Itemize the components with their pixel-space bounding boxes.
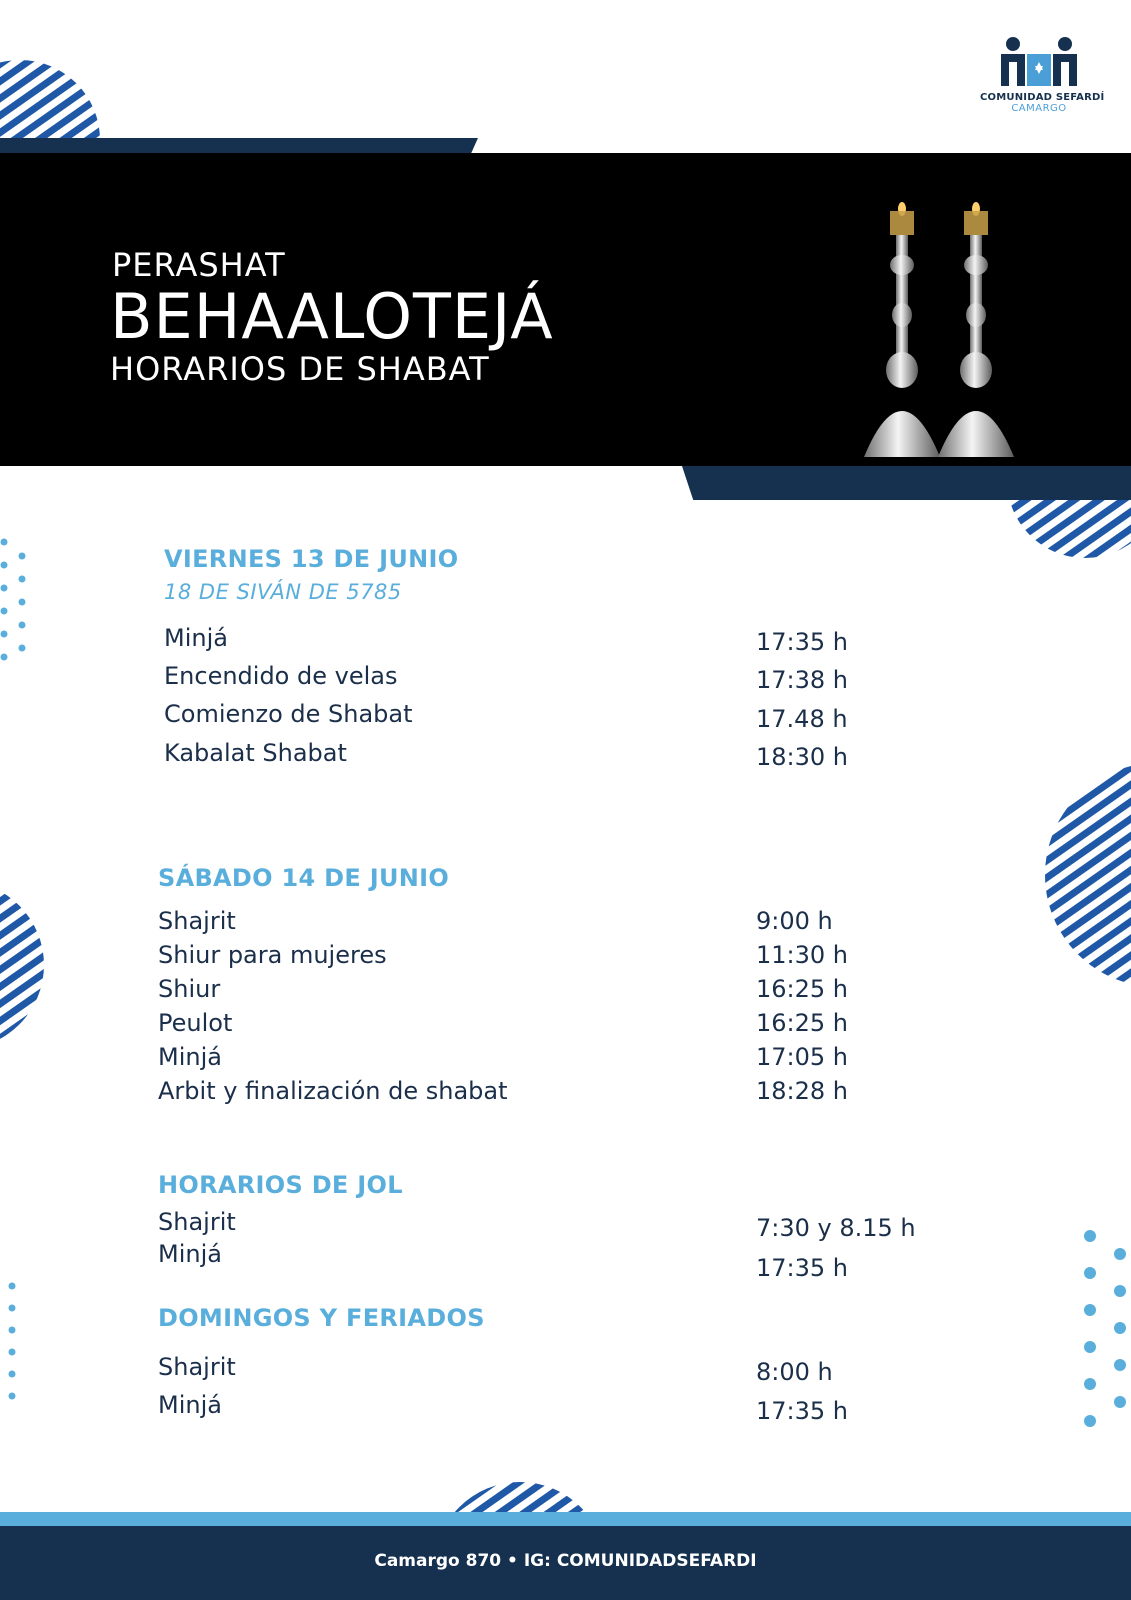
candlestick-right bbox=[938, 202, 1014, 457]
schedule-label: Shajrit bbox=[158, 1353, 236, 1381]
schedule-time: 16:25 h bbox=[756, 1009, 849, 1037]
header-title: BEHAALOTEJÁ bbox=[110, 280, 554, 353]
logo-name: COMUNIDAD SEFARDÍ bbox=[980, 92, 1105, 103]
schedule-time: 9:00 h bbox=[756, 907, 833, 935]
section-heading-viernes: VIERNES 13 DE JUNIO bbox=[164, 545, 459, 573]
schedule-label: Minjá bbox=[158, 1391, 222, 1419]
schedule-time: 7:30 y 8.15 h bbox=[756, 1214, 916, 1242]
schedule-time: 16:25 h bbox=[756, 975, 849, 1003]
dots-decoration-left-bottom bbox=[6, 1282, 20, 1402]
header-perashat: PERASHAT bbox=[112, 246, 286, 284]
striped-circle-left-middle bbox=[0, 880, 46, 1050]
schedule-time: 17:05 h bbox=[756, 1043, 849, 1071]
candlesticks-illustration bbox=[860, 195, 1030, 467]
schedule-label: Minjá bbox=[158, 1043, 222, 1071]
candlestick-left bbox=[864, 202, 940, 457]
schedule-label: Comienzo de Shabat bbox=[164, 700, 413, 728]
header-subtitle: HORARIOS DE SHABAT bbox=[110, 350, 490, 388]
dots-decoration-left-top bbox=[0, 538, 34, 678]
header-accent-bar-bottom bbox=[682, 466, 1131, 500]
logo-people-icon bbox=[997, 36, 1081, 88]
striped-circle-top-left bbox=[0, 60, 100, 140]
header-accent-bar-top bbox=[0, 138, 478, 154]
section-subheading-hebrew-date: 18 DE SIVÁN DE 5785 bbox=[164, 580, 402, 604]
schedule-label: Minjá bbox=[158, 1240, 222, 1268]
schedule-label: Shiur bbox=[158, 975, 221, 1003]
schedule-time: 18:28 h bbox=[756, 1077, 849, 1105]
striped-circle-right-top bbox=[995, 500, 1131, 560]
schedule-label: Peulot bbox=[158, 1009, 233, 1037]
schedule-label: Minjá bbox=[164, 624, 228, 652]
schedule-time: 18:30 h bbox=[756, 743, 849, 771]
schedule-time: 17.48 h bbox=[756, 705, 848, 733]
section-heading-sabado: SÁBADO 14 DE JUNIO bbox=[158, 864, 450, 892]
schedule-time: 17:35 h bbox=[756, 628, 849, 656]
dots-decoration-right-bottom bbox=[1076, 1228, 1131, 1428]
schedule-label: Shajrit bbox=[158, 1208, 236, 1236]
section-heading-domingos: DOMINGOS Y FERIADOS bbox=[158, 1304, 485, 1332]
schedule-label: Shajrit bbox=[158, 907, 236, 935]
schedule-time: 17:35 h bbox=[756, 1397, 849, 1425]
schedule-label: Arbit y finalización de shabat bbox=[158, 1077, 508, 1105]
footer-address: Camargo 870 • IG: COMUNIDADSEFARDI bbox=[374, 1551, 757, 1571]
schedule-label: Kabalat Shabat bbox=[164, 739, 347, 767]
schedule-label: Encendido de velas bbox=[164, 662, 398, 690]
striped-circle-right-middle bbox=[1045, 755, 1131, 995]
schedule-time: 11:30 h bbox=[756, 941, 849, 969]
logo bbox=[980, 36, 1105, 114]
schedule-label: Shiur para mujeres bbox=[158, 941, 387, 969]
schedule-time: 17:38 h bbox=[756, 666, 849, 694]
schedule-time: 8:00 h bbox=[756, 1358, 833, 1386]
logo-city: CAMARGO bbox=[1011, 103, 1067, 114]
schedule-time: 17:35 h bbox=[756, 1254, 849, 1282]
striped-circle-bottom bbox=[440, 1482, 600, 1514]
section-heading-jol: HORARIOS DE JOL bbox=[158, 1171, 403, 1199]
footer-accent-bar bbox=[0, 1512, 1131, 1526]
